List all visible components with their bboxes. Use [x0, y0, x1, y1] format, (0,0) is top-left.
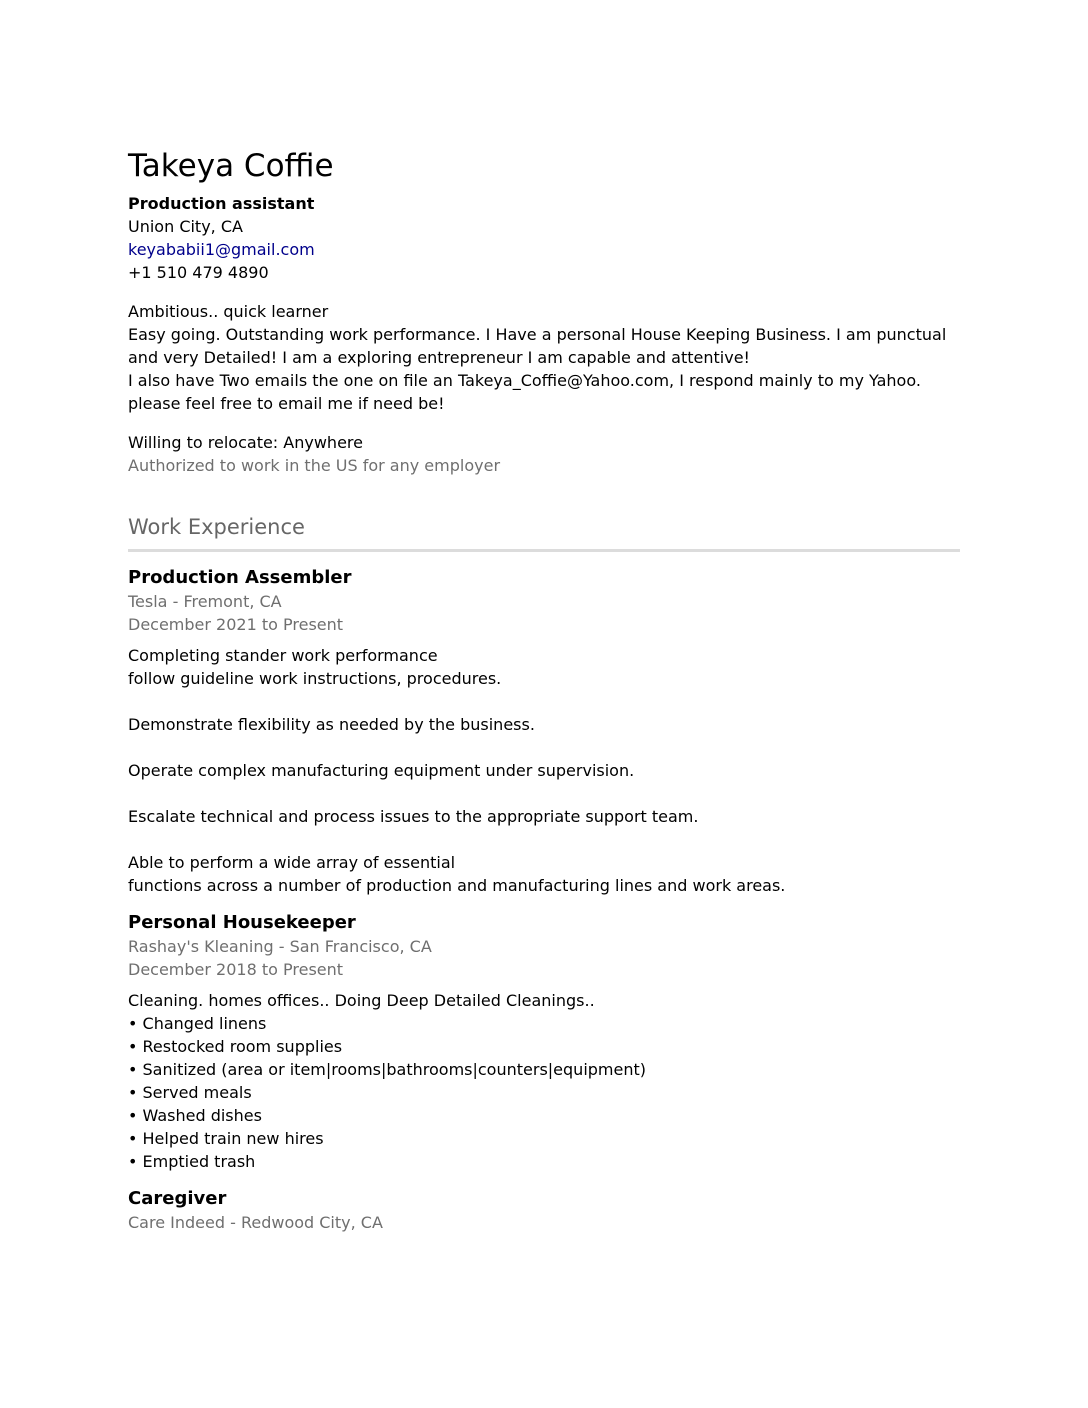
job-duty-bullet: • Changed linens — [128, 1014, 267, 1033]
company-location-separator: - — [273, 937, 290, 956]
job-title: Caregiver — [128, 1188, 227, 1209]
job-description-line: Able to perform a wide array of essential — [128, 853, 456, 872]
job-description-line: Cleaning. homes offices.. Doing Deep Detailed Cleanings.. — [128, 991, 595, 1010]
job-duty-bullet: • Served meals — [128, 1083, 252, 1102]
candidate-headline: Production assistant — [128, 194, 315, 213]
job-description — [128, 644, 960, 897]
company-location-separator: - — [167, 592, 184, 611]
job-description — [128, 989, 960, 1173]
summary-line: I also have Two emails the one on file an Takeya_Coffie@Yahoo.com, I respond mainly to my Yahoo. — [128, 371, 921, 390]
candidate-name: Takeya Coffie — [128, 148, 334, 184]
job-entry — [128, 566, 960, 897]
job-description-line: follow guideline work instructions, procedures. — [128, 669, 502, 688]
job-company-location — [128, 935, 960, 958]
summary-section — [128, 300, 960, 415]
summary-line: please feel free to email me if need be! — [128, 394, 445, 413]
job-company: Rashay's Kleaning — [128, 937, 274, 956]
job-description-blank-line — [128, 690, 960, 713]
resume-page — [128, 146, 960, 1234]
job-location: Redwood City, CA — [240, 1213, 383, 1232]
job-description-line: Escalate technical and process issues to the appropriate support team. — [128, 807, 699, 826]
job-description-blank-line — [128, 828, 960, 851]
job-description-line: Operate complex manufacturing equipment under supervision. — [128, 761, 635, 780]
job-description-line: functions across a number of production and manufacturing lines and work areas. — [128, 876, 786, 895]
job-location: Fremont, CA — [183, 592, 282, 611]
summary-line: and very Detailed! I am a exploring entrepreneur I am capable and attentive! — [128, 348, 750, 367]
job-title: Personal Housekeeper — [128, 912, 356, 933]
job-duty-bullet: • Helped train new hires — [128, 1129, 324, 1148]
job-dates: December 2018 to Present — [128, 960, 344, 979]
job-duty-bullet: • Sanitized (area or item|rooms|bathrooms|counters|equipment) — [128, 1060, 646, 1079]
willing-to-relocate: Willing to relocate: Anywhere — [128, 433, 363, 452]
job-company-location — [128, 590, 960, 613]
job-duty-bullet: • Restocked room supplies — [128, 1037, 343, 1056]
job-description-line: Demonstrate flexibility as needed by the business. — [128, 715, 535, 734]
job-location: San Francisco, CA — [289, 937, 432, 956]
resume-header — [128, 146, 960, 284]
work-authorization: Authorized to work in the US for any employer — [128, 456, 501, 475]
summary-line: Ambitious.. quick learner — [128, 302, 329, 321]
job-description-blank-line — [128, 736, 960, 759]
job-company: Care Indeed — [128, 1213, 225, 1232]
job-dates: December 2021 to Present — [128, 615, 344, 634]
candidate-phone: +1 510 479 4890 — [128, 263, 269, 282]
job-company-location — [128, 1211, 960, 1234]
job-title: Production Assembler — [128, 567, 352, 588]
relocation-section — [128, 431, 960, 477]
job-description-blank-line — [128, 782, 960, 805]
job-duty-bullet: • Emptied trash — [128, 1152, 256, 1171]
work-experience-heading: Work Experience — [128, 513, 960, 552]
job-entry — [128, 911, 960, 1173]
candidate-location: Union City, CA — [128, 217, 243, 236]
summary-line: Easy going. Outstanding work performance. I Have a personal House Keeping Business. I am punctual — [128, 325, 947, 344]
job-duty-bullet: • Washed dishes — [128, 1106, 262, 1125]
candidate-email-link[interactable]: keyababii1@gmail.com — [128, 240, 315, 259]
company-location-separator: - — [225, 1213, 241, 1232]
job-description-line: Completing stander work performance — [128, 646, 438, 665]
job-entry — [128, 1187, 960, 1234]
job-company: Tesla — [128, 592, 168, 611]
